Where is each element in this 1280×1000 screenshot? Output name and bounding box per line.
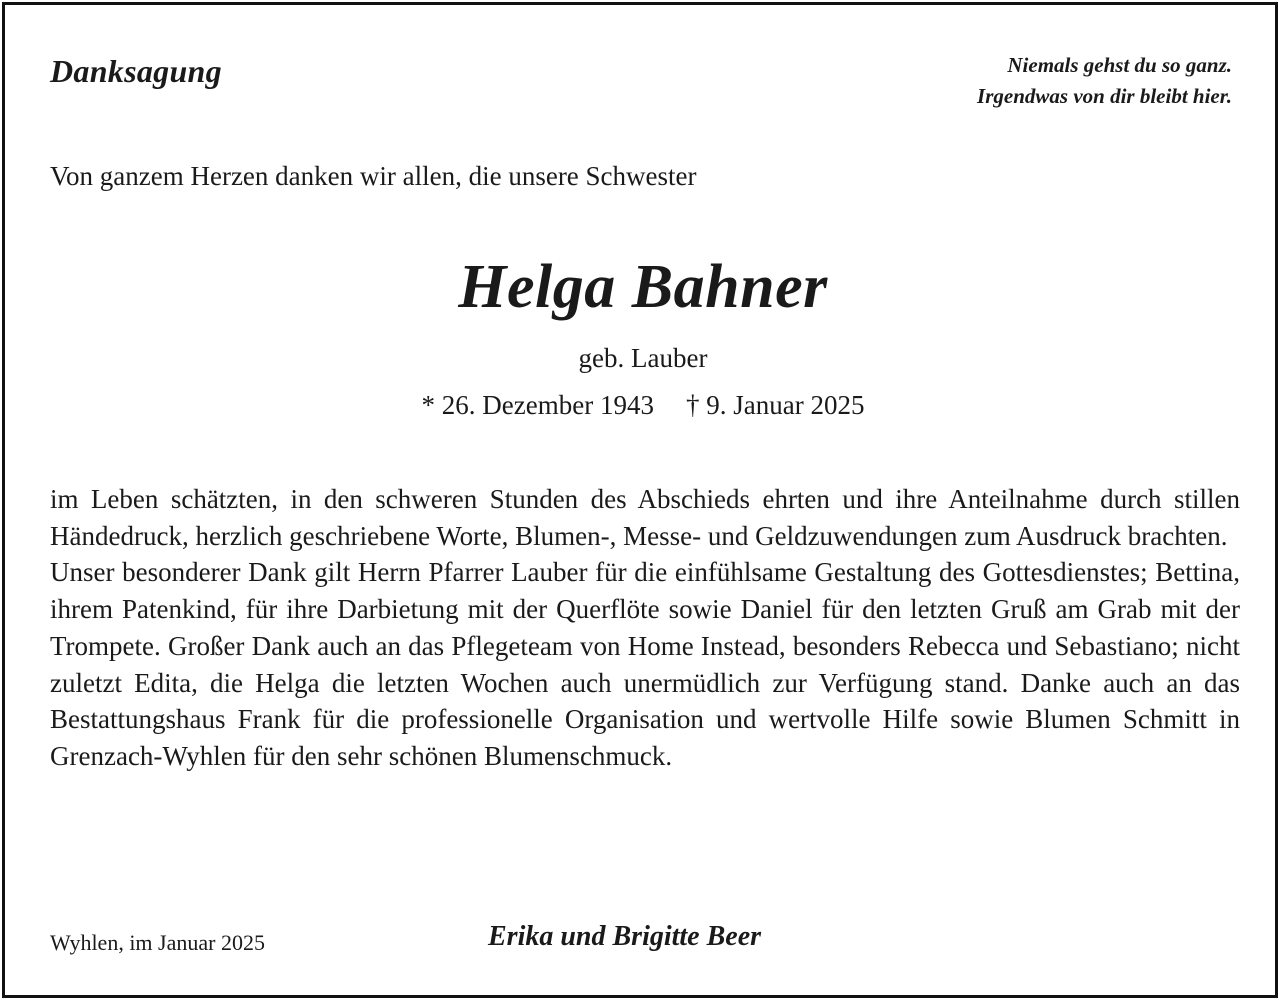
motto-line-2: Irgendwas von dir bleibt hier.: [977, 84, 1232, 108]
deceased-name: Helga Bahner: [458, 253, 828, 321]
life-dates: [5, 390, 1280, 421]
notice-heading: Danksagung: [50, 53, 222, 89]
notice-frame: [2, 2, 1278, 998]
thanks-body: [50, 481, 1240, 775]
place-date: Wyhlen, im Januar 2025: [50, 930, 265, 955]
thanks-paragraph-1: im Leben schätzten, in den schweren Stunden des Abschieds ehrten und ihre Anteilnahme durch stillen Händedruck, herzlich geschriebene Worte, Blumen-, Messe- und Geldzuwendungen zum Ausdruck brachten.: [50, 484, 1240, 551]
motto-line-1: Niemals gehst du so ganz.: [1007, 53, 1232, 77]
signature: Erika und Brigitte Beer: [488, 921, 762, 952]
motto-quote: [977, 50, 1232, 112]
death-date: † 9. Januar 2025: [685, 390, 865, 420]
thanks-paragraph-2: Unser besonderer Dank gilt Herrn Pfarrer Lauber für die einfühlsame Gestaltung des Gottesdienstes; Bettina, ihrem Patenkind, für ihre Darbietung mit der Querflöte sowie Daniel für den letzten Gruß am Grab mit der Trompete. Großer Dank auch an das Pflegeteam von Home Instead, besonders Rebecca und Sebastiano; nicht zuletzt Edita, die Helga die letzten Wochen auch unermüdlich zur Verfügung stand. Danke auch an das Bestattungshaus Frank für die professionelle Organisation und wertvolle Hilfe sowie Blumen Schmitt in Grenzach-Wyhlen für den sehr schönen Blumenschmuck.: [50, 557, 1240, 771]
maiden-name: geb. Lauber: [578, 343, 708, 373]
birth-date: * 26. Dezember 1943: [421, 390, 654, 420]
intro-text: Von ganzem Herzen danken wir allen, die unsere Schwester: [50, 161, 697, 191]
